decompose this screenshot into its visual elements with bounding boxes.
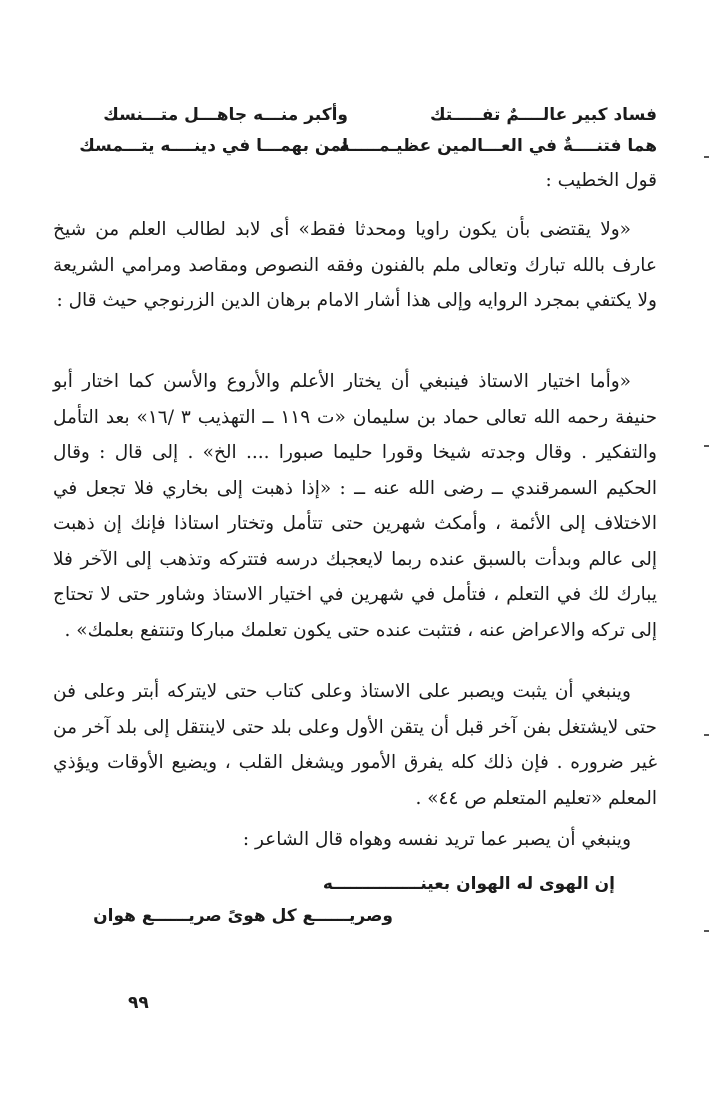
margin-mark — [704, 930, 709, 932]
poem-top-line2-right: هما فتنــــةٌ في العـــالمين عظيـمـــــة — [339, 136, 657, 156]
page-number: ٩٩ — [128, 993, 149, 1013]
paragraph-2: «وأما اختيار الاستاذ فينبغي أن يختار الأعلم والأروع والأسن كما اختار أبو حنيفة رحمه الله تعالى حماد بن سليمان «ت ١١٩ ــ التهذيب ٣ /١٦» بعد التأمل والتفكير . وقال وجدته شيخا وقورا حليما صبورا .... الخ» . إلى قال : وقال الحكيم السمرقندي ــ رضى الله عنه ــ : «إذا ذهبت إلى بخاري فلا تجعل في الاختلاف إلى الأئمة ، وأمكث شهرين حتى تتأمل وتختار استاذا فإنك إن ذهبت إلى عالم وبدأت بالسبق عنده ربما لايعجبك درسه فتتركه وتذهب إلى الآخر فلا يبارك لك في التعلم ، فتأمل في شهرين في اختيار الاستاذ وشاور حتى لا تحتاج إلى تركه والاعراض عنه ، فتثبت عنده حتى يكون تعلمك مباركا وتنتفع بعلمك» . — [53, 371, 657, 641]
section-heading: قول الخطيب : — [545, 170, 657, 191]
poem-top-line2-left: لمن بهمـــا في دينــــه يتـــمسك — [79, 136, 348, 156]
poem-bottom-line2: وصريــــــع كل هوىً صريــــــع هوان — [93, 906, 393, 926]
paragraph-4: وينبغي أن يصبر عما تريد نفسه وهواه قال الشاعر : — [242, 829, 631, 850]
margin-mark — [704, 156, 709, 158]
margin-mark — [704, 734, 709, 736]
paragraph-1: «ولا يقتضى بأن يكون راويا ومحدثا فقط» أى لابد لطالب العلم من شيخ عارف بالله تبارك وتعالى ملم بالفنون وفقه النصوص ومقاصد ومرامي الشريعة ولا يكتفي بمجرد الروايه وإلى هذا أشار الامام برهان الدين الزرنوجي حيث قال : — [53, 219, 657, 311]
margin-mark — [704, 445, 709, 447]
paragraph-3: وينبغي أن يثبت ويصبر على الاستاذ وعلى كتاب حتى لايتركه أبتر وعلى فن حتى لايشتغل بفن آخر قبل أن يتقن الأول وعلى بلد حتى لاينتقل إلى بلد آخر من غير ضروره . فإن ذلك كله يفرق الأمور ويشغل القلب ، ويضيع الأوقات ويؤذي المعلم «تعليم المتعلم ص ٤٤» . — [53, 681, 657, 809]
poem-top-line1-right: فساد كبير عالــــمٌ تفـــــتك — [429, 105, 657, 125]
poem-bottom-line1: إن الهوى له الهوان بعينـــــــــــــــه — [322, 874, 615, 894]
poem-top-line1-left: وأكبر منـــه جاهـــل متـــنسك — [103, 105, 348, 125]
